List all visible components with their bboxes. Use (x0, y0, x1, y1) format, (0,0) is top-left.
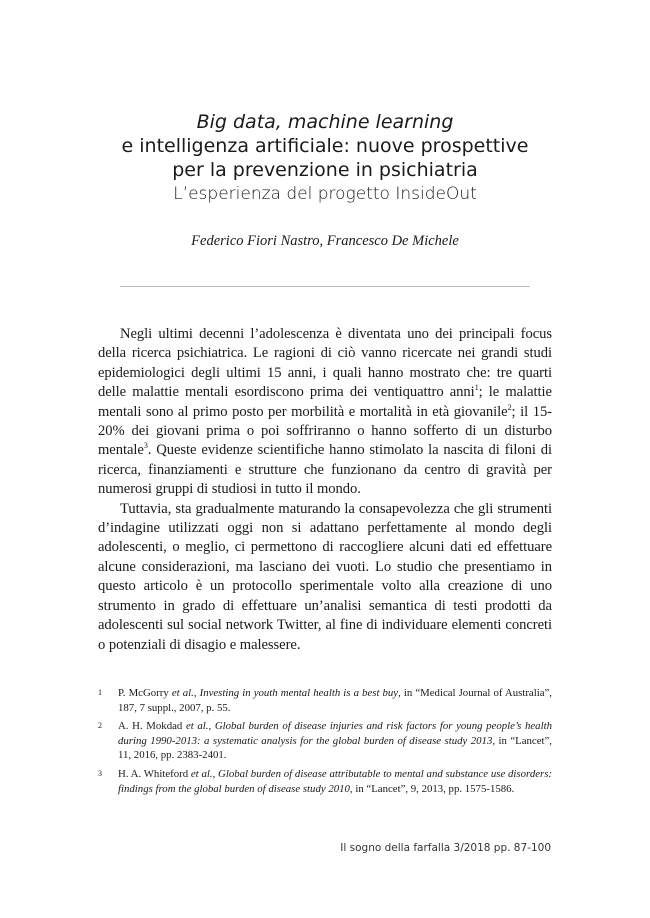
fn-sep: , (208, 720, 215, 733)
fn-etal: et al. (171, 687, 194, 699)
fn-source: , in “Lancet”, 11, 2016, pp. 2383-2401. (118, 734, 552, 762)
footnote-text (118, 767, 552, 796)
footnotes (98, 686, 552, 800)
paragraph-1 (98, 325, 552, 500)
fn-sep: , (212, 767, 219, 780)
fn-title: Global burden of disease attributable to mental and substance use disorders: findings from the global burden of disease study 2010 (118, 767, 553, 795)
article-title-line-2: e intelligenza artificiale: nuove prospettive (121, 135, 529, 157)
p1-text-b: ; le malattie mentali sono al primo posto per morbilità e mortalità in età giovanile (98, 384, 552, 420)
footnote-2 (98, 719, 552, 763)
fn-source: , in “Medical Journal of Australia”, 187, 7 suppl., 2007, p. 55. (118, 687, 552, 714)
footnote-1 (98, 686, 552, 715)
footnote-number: 3 (98, 768, 102, 778)
fn-title: Investing in youth mental health is a best buy (199, 687, 399, 699)
footnote-ref-1[interactable]: 1 (474, 383, 479, 393)
article-title-line-3: per la prevenzione in psichiatria (172, 159, 478, 181)
footnote-ref-3[interactable]: 3 (143, 441, 148, 451)
article-title-line-1: Big data, machine learning (196, 111, 454, 133)
footnote-3 (98, 767, 552, 796)
footnote-text (118, 719, 552, 763)
p1-text-a: Negli ultimi decenni l’adolescenza è diventata uno dei principali focus della ricerca psichiatrica. Le ragioni di ciò vanno ricercate nei grandi studi epidemiologici degli ultimi 15 anni, i quali hanno mostrato che: tre quarti delle malattie mentali esordiscono prima dei ventiquattro anni (98, 326, 552, 401)
title-divider (120, 286, 530, 287)
fn-source: , in “Lancet”, 9, 2013, pp. 1575-1586. (349, 782, 515, 795)
authors: Federico Fiori Nastro, Francesco De Michele (191, 233, 459, 249)
fn-etal: et al. (185, 720, 209, 733)
page-footer: Il sogno della farfalla 3/2018 pp. 87-100 (340, 842, 551, 854)
fn-author: P. McGorry (118, 687, 172, 699)
footnote-text (118, 686, 552, 715)
fn-author: A. H. Mokdad (118, 720, 186, 733)
p1-text-d: . Queste evidenze scientifiche hanno stimolato la nascita di filoni di ricerca, finanziamenti e strutture che funzionano da centro di gravità per numerosi gruppi di studiosi in tutto il mondo. (98, 442, 552, 498)
fn-sep: , (193, 687, 200, 699)
fn-author: H. A. Whiteford (118, 767, 191, 780)
article-subtitle: L’esperienza del progetto InsideOut (173, 184, 477, 204)
footnote-ref-2[interactable]: 2 (507, 402, 512, 412)
p1-text-c: ; il 15-20% dei giovani prima o poi soffriranno o hanno sofferto di un disturbo mentale (98, 403, 552, 459)
fn-etal: et al. (190, 767, 213, 780)
paragraph-2: Tuttavia, sta gradualmente maturando la consapevolezza che gli strumenti d’indagine utilizzati oggi non si adattano perfettamente al mondo degli adolescenti, o meglio, ci permettono di raccogliere alcuni dati ed effettuare alcune considerazioni, ma lasciano dei vuoti. Lo studio che presentiamo in questo articolo è un protocollo sperimentale volto alla creazione di uno strumento in grado di effettuare un’analisi semantica di testi prodotti da adolescenti sul social network Twitter, al fine di individuare elementi concreti o potenziali di disagio e malessere. (98, 500, 552, 653)
fn-title: Global burden of disease injuries and risk factors for young people’s health during 1990-2013: a systematic analysis for the global burden of disease study 2013 (118, 720, 552, 747)
article-body (98, 325, 552, 655)
footnote-number: 1 (98, 688, 102, 697)
footnote-number: 2 (98, 721, 102, 731)
article-title-block (0, 110, 650, 206)
